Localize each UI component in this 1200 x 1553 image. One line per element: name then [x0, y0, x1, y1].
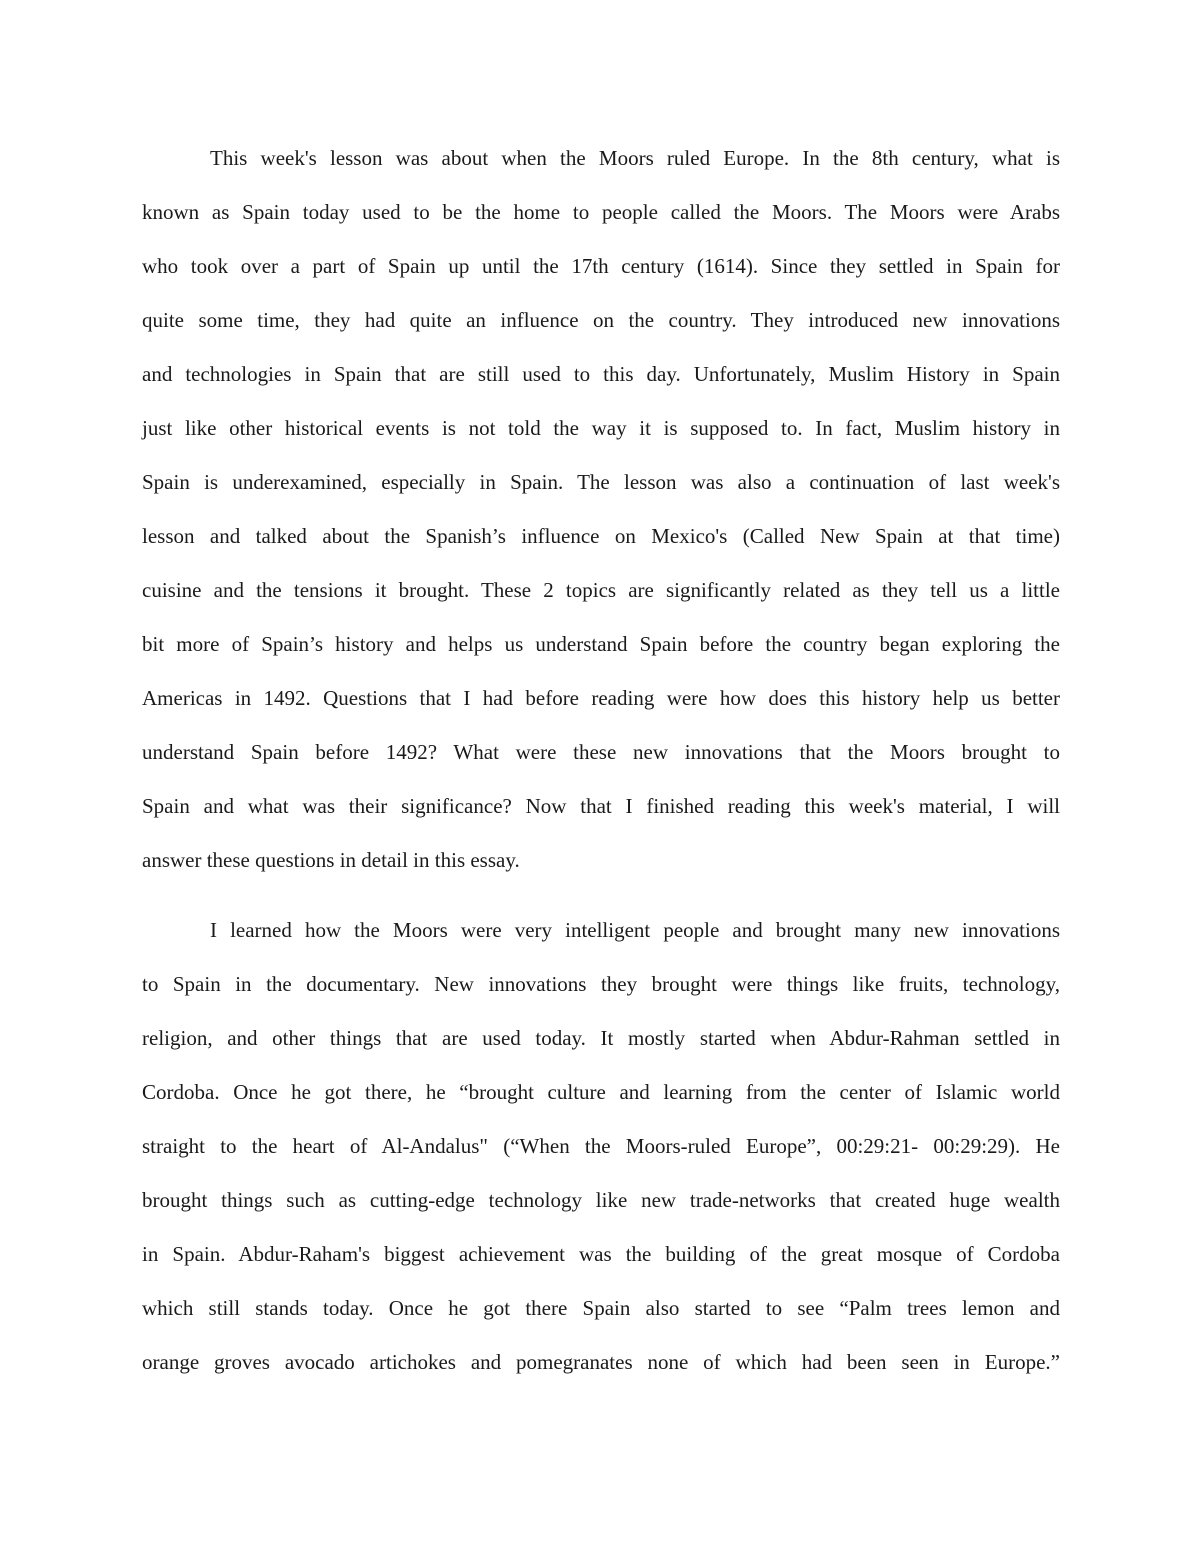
paragraph-1	[142, 131, 1060, 887]
text-line: in Spain. Abdur-Raham's biggest achievement was the building of the great mosque of Cordoba	[142, 1242, 1060, 1266]
text-line: who took over a part of Spain up until the 17th century (1614). Since they settled in Spain for	[142, 254, 1060, 278]
text-line: known as Spain today used to be the home to people called the Moors. The Moors were Arabs	[142, 200, 1060, 224]
text-line: lesson and talked about the Spanish’s influence on Mexico's (Called New Spain at that time)	[142, 524, 1060, 548]
essay-body	[142, 131, 1060, 1389]
text-line: cuisine and the tensions it brought. These 2 topics are significantly related as they tell us a little	[142, 578, 1060, 602]
text-line: religion, and other things that are used today. It mostly started when Abdur-Rahman settled in	[142, 1026, 1060, 1050]
text-line: brought things such as cutting-edge technology like new trade-networks that created huge wealth	[142, 1188, 1060, 1212]
text-line: just like other historical events is not told the way it is supposed to. In fact, Muslim history in	[142, 416, 1060, 440]
text-line: which still stands today. Once he got there Spain also started to see “Palm trees lemon and	[142, 1296, 1060, 1320]
text-line: understand Spain before 1492? What were these new innovations that the Moors brought to	[142, 740, 1060, 764]
paragraph-spacer	[142, 887, 1060, 903]
text-line: Americas in 1492. Questions that I had before reading were how does this history help us better	[142, 686, 1060, 710]
text-line: bit more of Spain’s history and helps us understand Spain before the country began exploring the	[142, 632, 1060, 656]
text-line: straight to the heart of Al-Andalus" (“When the Moors-ruled Europe”, 00:29:21- 00:29:29). He	[142, 1134, 1060, 1158]
text-line: answer these questions in detail in this essay.	[142, 848, 520, 872]
text-line: I learned how the Moors were very intelligent people and brought many new innovations	[210, 918, 1060, 942]
text-line: orange groves avocado artichokes and pomegranates none of which had been seen in Europe.”	[142, 1350, 1060, 1374]
text-line: Spain is underexamined, especially in Spain. The lesson was also a continuation of last week's	[142, 470, 1060, 494]
text-line: This week's lesson was about when the Moors ruled Europe. In the 8th century, what is	[210, 146, 1060, 170]
text-line: and technologies in Spain that are still used to this day. Unfortunately, Muslim History in Spain	[142, 362, 1060, 386]
text-line: to Spain in the documentary. New innovations they brought were things like fruits, technology,	[142, 972, 1060, 996]
paragraph-2	[142, 903, 1060, 1389]
text-line: Cordoba. Once he got there, he “brought culture and learning from the center of Islamic world	[142, 1080, 1060, 1104]
text-line: Spain and what was their significance? Now that I finished reading this week's material, I will	[142, 794, 1060, 818]
text-line: quite some time, they had quite an influence on the country. They introduced new innovations	[142, 308, 1060, 332]
